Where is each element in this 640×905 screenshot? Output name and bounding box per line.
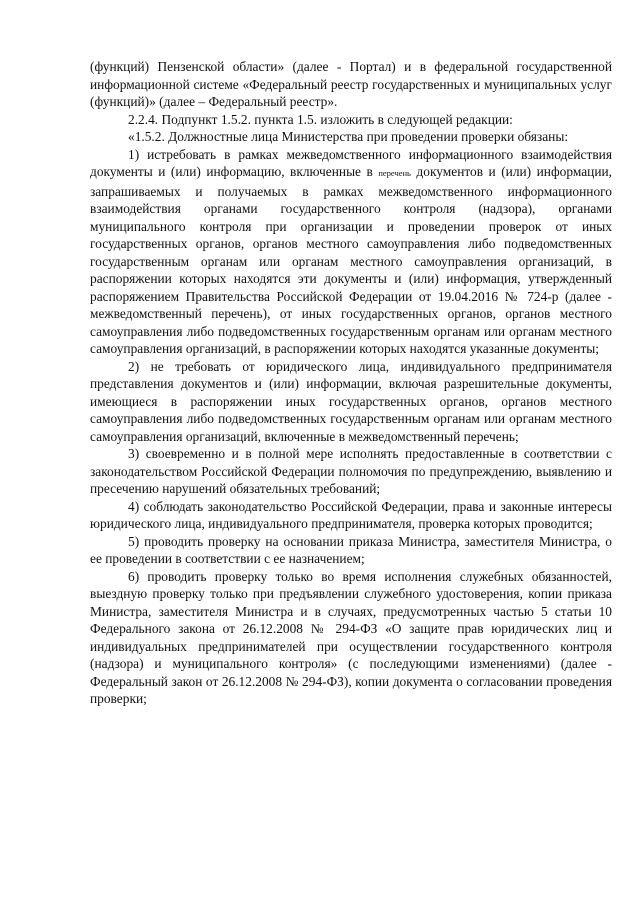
paragraph-item-5: 5) проводить проверку на основании приказа Министра, заместителя Министра, о ее проведении в соответствии с ее назначением; — [90, 533, 612, 566]
item-1-text-start: 1) истребовать в рамках межведомственного информационного взаимодействия документы и (или) информацию, включенные в — [90, 146, 612, 179]
paragraph-item-2: 2) не требовать от юридического лица, индивидуального предпринимателя представления документов и (или) информации, включая разрешительные документы, имеющиеся в распоряжении иных государственных органов, органов местного самоуправления либо подведомственных государственным органам или органам местного самоуправления организаций, включенные в межведомственный перечень; — [90, 358, 612, 444]
paragraph-continuation: (функций) Пензенской области» (далее - Портал) и в федеральной государственной информационной системе «Федеральный реестр государственных и муниципальных услуг (функций)» (далее – Федеральный реестр». — [90, 59, 612, 109]
paragraph-2-2-4: 2.2.4. Подпункт 1.5.2. пункта 1.5. изложить в следующей редакции: — [128, 111, 513, 127]
paragraph-item-6: 6) проводить проверку только во время исполнения служебных обязанностей, выездную проверку только при предъявлении служебного удостоверения, копии приказа Министра, заместителя Министра и в случаях, предусмотренных частью 5 статьи 10 Федерального закона от 26.12.2008 № 294-ФЗ «О защите прав юридических лиц и индивидуальных предпринимателей при осуществлении государственного контроля (надзора) и муниципального контроля» (с последующими изменениями) (далее - Федеральный закон от 26.12.2008 № 294-ФЗ), копии документа о согласовании проведения проверки; — [90, 568, 612, 706]
paragraph-item-4: 4) соблюдать законодательство Российской Федерации, права и законные интересы юридического лица, индивидуального предпринимателя, проверка которых проводится; — [90, 498, 612, 531]
paragraph-item-3: 3) своевременно и в полной мере исполнять предоставленные в соответствии с законодательством Российской Федерации полномочия по предупреждению, выявлению и пресечению нарушений обязательных требований; — [90, 446, 612, 496]
item-1-text-end: документов и (или) информации, запрашиваемых и получаемых в рамках межведомственного информационного взаимодействия органами государственного контроля (надзора), органами муниципального контроля при организации и проведении проверок от иных государственных органов, органов местного самоуправления либо подведомственных государственным органам или органам местного самоуправления организаций, в распоряжении которых находятся эти документы и (или) информация, утвержденный распоряжением Правительства Российской Федерации от 19.04.2016 № 724-р (далее - межведомственный перечень), от иных государственных органов, органов местного самоуправления либо подведомственных государственным органам или органам местного самоуправления организаций, в распоряжении которых находятся указанные документы; — [90, 164, 612, 356]
item-1-text-small: перечень — [378, 168, 411, 178]
document-body — [90, 58, 612, 708]
paragraph-1-5-2-heading: «1.5.2. Должностные лица Министерства при проведении проверки обязаны: — [128, 129, 569, 144]
paragraph-item-1 — [90, 146, 612, 358]
